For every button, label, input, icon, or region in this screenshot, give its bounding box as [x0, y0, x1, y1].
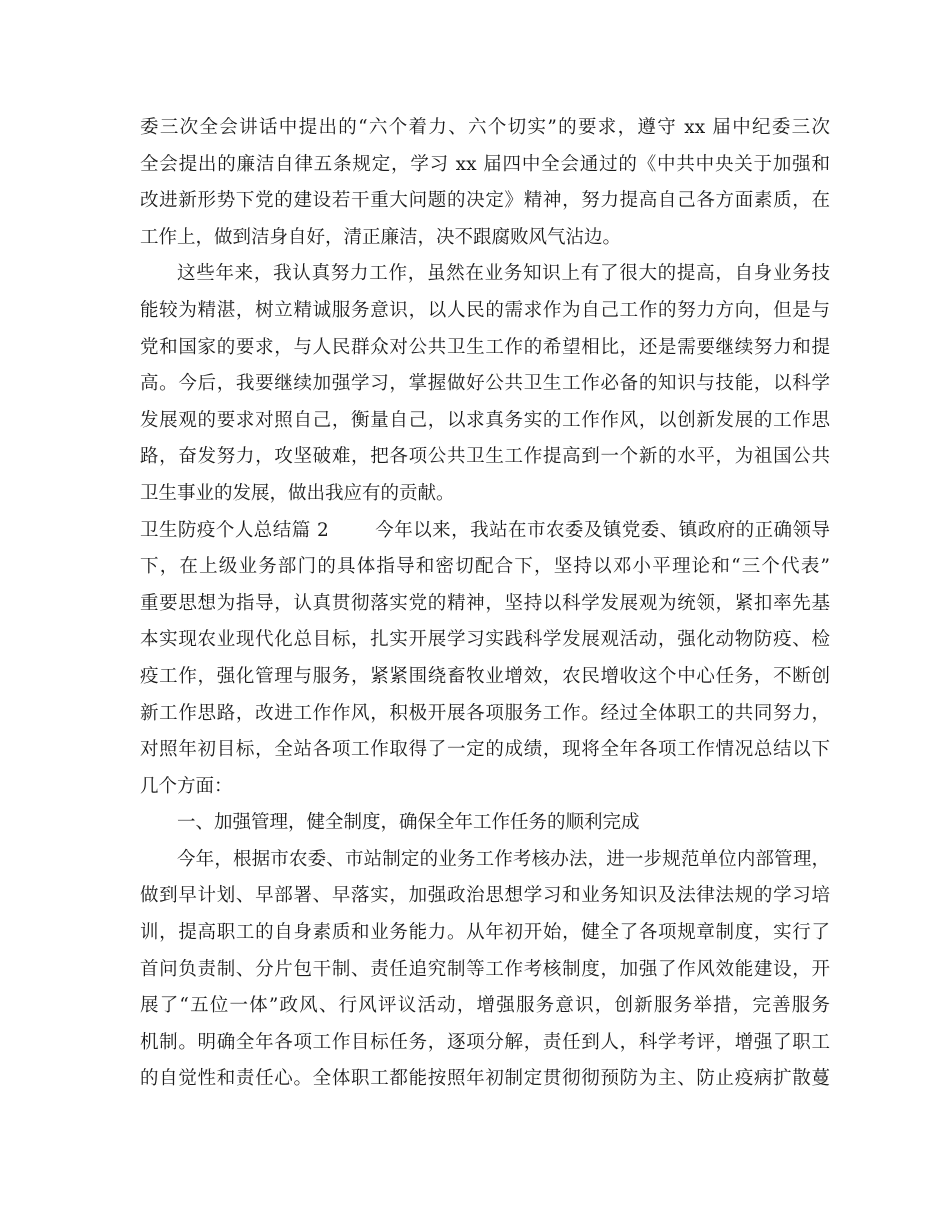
paragraph-start: 今年以来，我站在市农委及镇党委、镇政府的正确领导 [374, 519, 830, 541]
text-line: 发展观的要求对照自己，衡量自己，以求真务实的工作作风，以创新发展的工作思 [140, 409, 830, 431]
text-line: 工作上，做到洁身自好，清正廉洁，决不跟腐败风气沾边。 [140, 226, 622, 248]
text-line: 机制。明确全年各项工作目标任务，逐项分解，责任到人，科学考评，增强了职工 [140, 1031, 830, 1053]
text-line: 训，提高职工的自身素质和业务能力。从年初开始，健全了各项规章制度，实行了 [140, 922, 830, 944]
text-line: 路，奋发努力，攻坚破难，把各项公共卫生工作提高到一个新的水平，为祖国公共 [140, 446, 830, 468]
text-line: 能较为精湛，树立精诚服务意识，以人民的需求作为自己工作的努力方向，但是与 [140, 299, 830, 321]
text-line: 对照年初目标，全站各项工作取得了一定的成绩，现将全年各项工作情况总结以下 [140, 739, 830, 761]
text-line: 下，在上级业务部门的具体指导和密切配合下，坚持以邓小平理论和“三个代表” [140, 556, 830, 578]
text-line: 全会提出的廉洁自律五条规定，学习 xx 届四中全会通过的《中共中央关于加强和 [140, 153, 830, 175]
text-line: 委三次全会讲话中提出的“六个着力、六个切实”的要求，遵守 xx 届中纪委三次 [140, 117, 830, 138]
section-heading: 卫生防疫个人总结篇 2 [140, 519, 329, 541]
text-line: 党和国家的要求，与人民群众对公共卫生工作的希望相比，还是需要继续努力和提 [140, 336, 830, 358]
paragraph-first-line: 今年，根据市农委、市站制定的业务工作考核办法，进一步规范单位内部管理， [177, 848, 830, 870]
paragraph-first-line: 这些年来，我认真努力工作，虽然在业务知识上有了很大的提高，自身业务技 [177, 263, 830, 285]
text-line: 卫生事业的发展，做出我应有的贡献。 [140, 482, 455, 504]
text-line: 改进新形势下党的建设若干重大问题的决定》精神，努力提高自己各方面素质，在 [140, 190, 830, 212]
text-line: 首问负责制、分片包干制、责任追究制等工作考核制度，加强了作风效能建设，开 [140, 958, 830, 980]
text-line: 重要思想为指导，认真贯彻落实党的精神，坚持以科学发展观为统领，紧扣率先基 [140, 592, 830, 614]
text-line: 高。今后，我要继续加强学习，掌握做好公共卫生工作必备的知识与技能，以科学 [140, 373, 830, 395]
text-line: 新工作思路，改进工作作风，积极开展各项服务工作。经过全体职工的共同努力， [140, 702, 830, 724]
text-line: 做到早计划、早部署、早落实，加强政治思想学习和业务知识及法律法规的学习培 [140, 885, 830, 907]
document-body [140, 110, 830, 1098]
subsection-heading: 一、加强管理，健全制度，确保全年工作任务的顺利完成 [177, 812, 640, 834]
text-line: 的自觉性和责任心。全体职工都能按照年初制定贯彻彻预防为主、防止疫病扩散蔓 [140, 1068, 830, 1090]
text-line: 展了“五位一体”政风、行风评议活动，增强服务意识，创新服务举措，完善服务 [140, 995, 830, 1017]
text-line: 疫工作，强化管理与服务，紧紧围绕畜牧业增效，农民增收这个中心任务，不断创 [140, 665, 830, 687]
text-line: 几个方面： [140, 775, 233, 797]
section-heading-line [140, 513, 830, 550]
text-line: 本实现农业现代化总目标，扎实开展学习实践科学发展观活动，强化动物防疫、检 [140, 629, 830, 651]
